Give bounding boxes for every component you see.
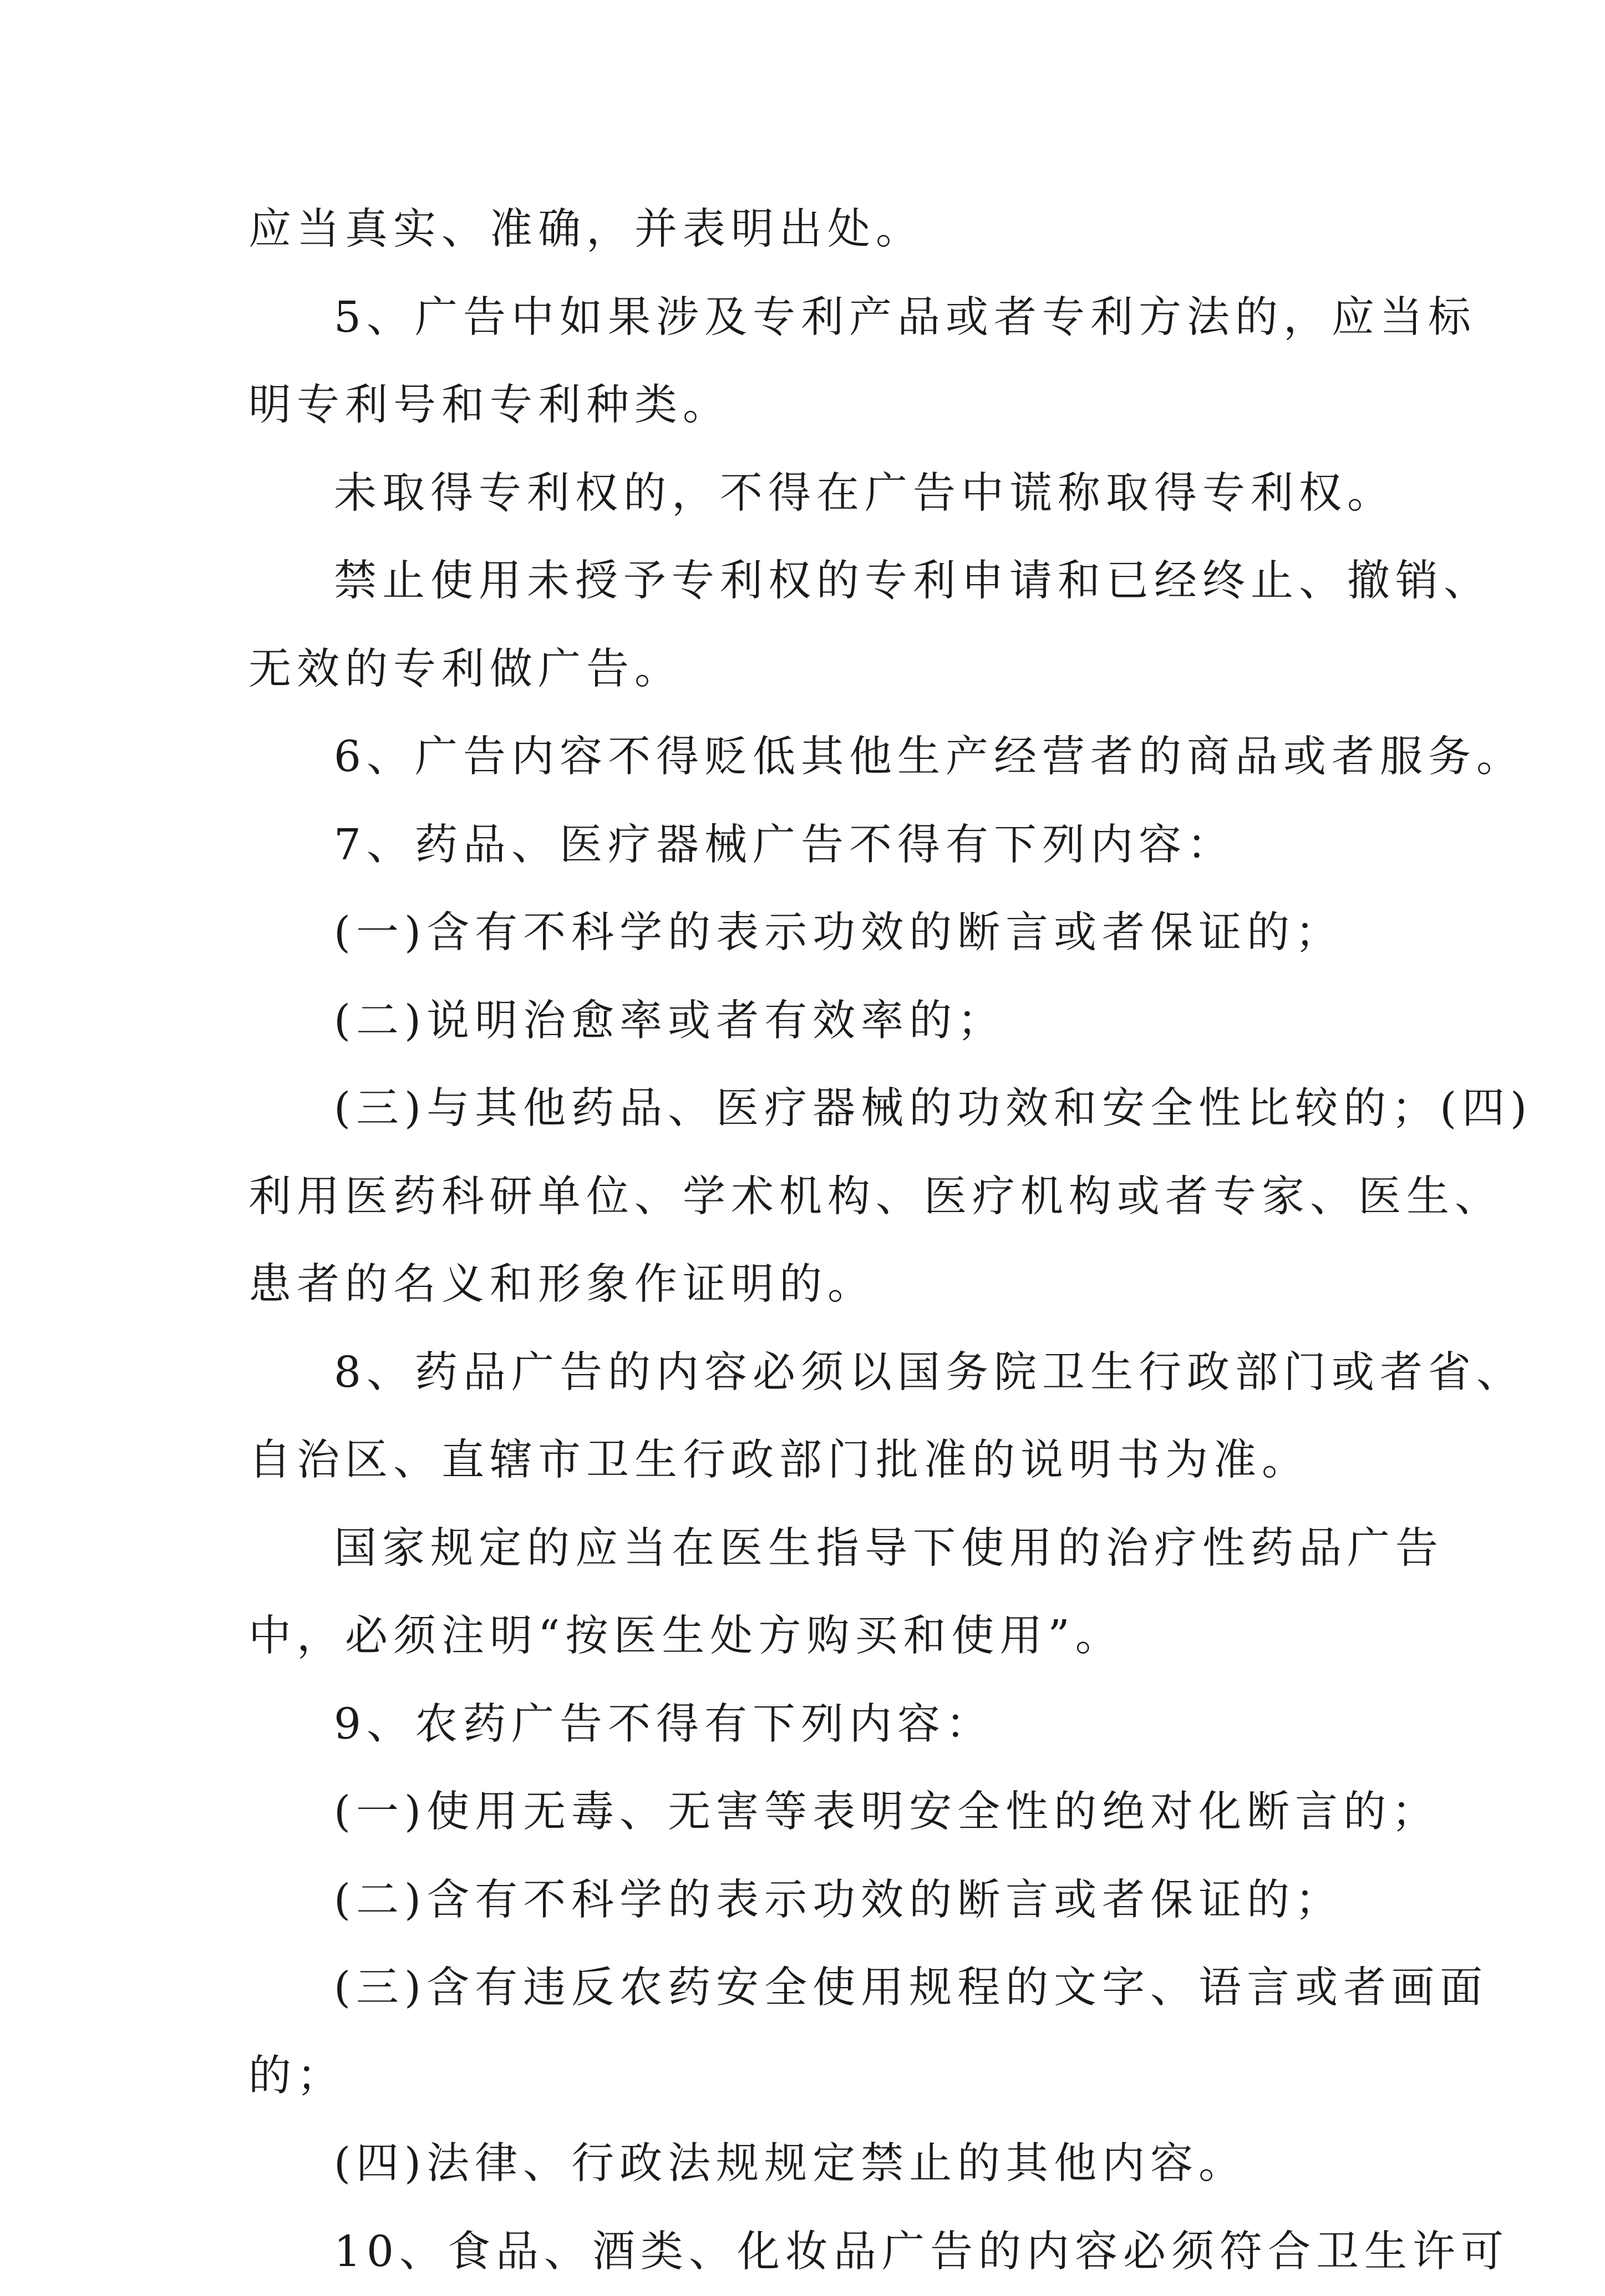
text-line: (二)含有不科学的表示功效的断言或者保证的；	[248, 1857, 1402, 1945]
text-line: 未取得专利权的，不得在广告中谎称取得专利权。	[248, 450, 1402, 538]
text-line: (三)含有违反农药安全使用规程的文字、语言或者画面	[248, 1944, 1402, 2033]
text-line: 5、广告中如果涉及专利产品或者专利方法的，应当标	[248, 274, 1402, 362]
text-line: 10、食品、酒类、化妆品广告的内容必须符合卫生许可	[248, 2208, 1402, 2296]
document-body	[248, 186, 1402, 2296]
text-line: (一)使用无毒、无害等表明安全性的绝对化断言的；	[248, 1768, 1402, 1857]
text-line: 6、广告内容不得贬低其他生产经营者的商品或者服务。	[248, 713, 1402, 802]
text-line: 国家规定的应当在医生指导下使用的治疗性药品广告	[248, 1505, 1402, 1593]
text-line: 患者的名义和形象作证明的。	[248, 1241, 1402, 1329]
text-line: 应当真实、准确，并表明出处。	[248, 186, 1402, 274]
text-line: 无效的专利做广告。	[248, 626, 1402, 714]
text-line: 自治区、直辖市卫生行政部门批准的说明书为准。	[248, 1417, 1402, 1505]
text-line: (二)说明治愈率或者有效率的；	[248, 977, 1402, 1066]
text-line: 7、药品、医疗器械广告不得有下列内容：	[248, 802, 1402, 890]
text-line: 8、药品广告的内容必须以国务院卫生行政部门或者省、	[248, 1329, 1402, 1417]
text-line: 明专利号和专利种类。	[248, 362, 1402, 450]
text-line: 中，必须注明“按医生处方购买和使用”。	[248, 1593, 1402, 1681]
text-line: 利用医药科研单位、学术机构、医疗机构或者专家、医生、	[248, 1153, 1402, 1241]
text-line: 9、农药广告不得有下列内容：	[248, 1681, 1402, 1769]
text-line: 禁止使用未授予专利权的专利申请和已经终止、撤销、	[248, 538, 1402, 626]
text-line: (三)与其他药品、医疗器械的功效和安全性比较的；(四)	[248, 1065, 1402, 1153]
text-line: 的；	[248, 2033, 1402, 2121]
text-line: (一)含有不科学的表示功效的断言或者保证的；	[248, 889, 1402, 977]
text-line: (四)法律、行政法规规定禁止的其他内容。	[248, 2120, 1402, 2208]
